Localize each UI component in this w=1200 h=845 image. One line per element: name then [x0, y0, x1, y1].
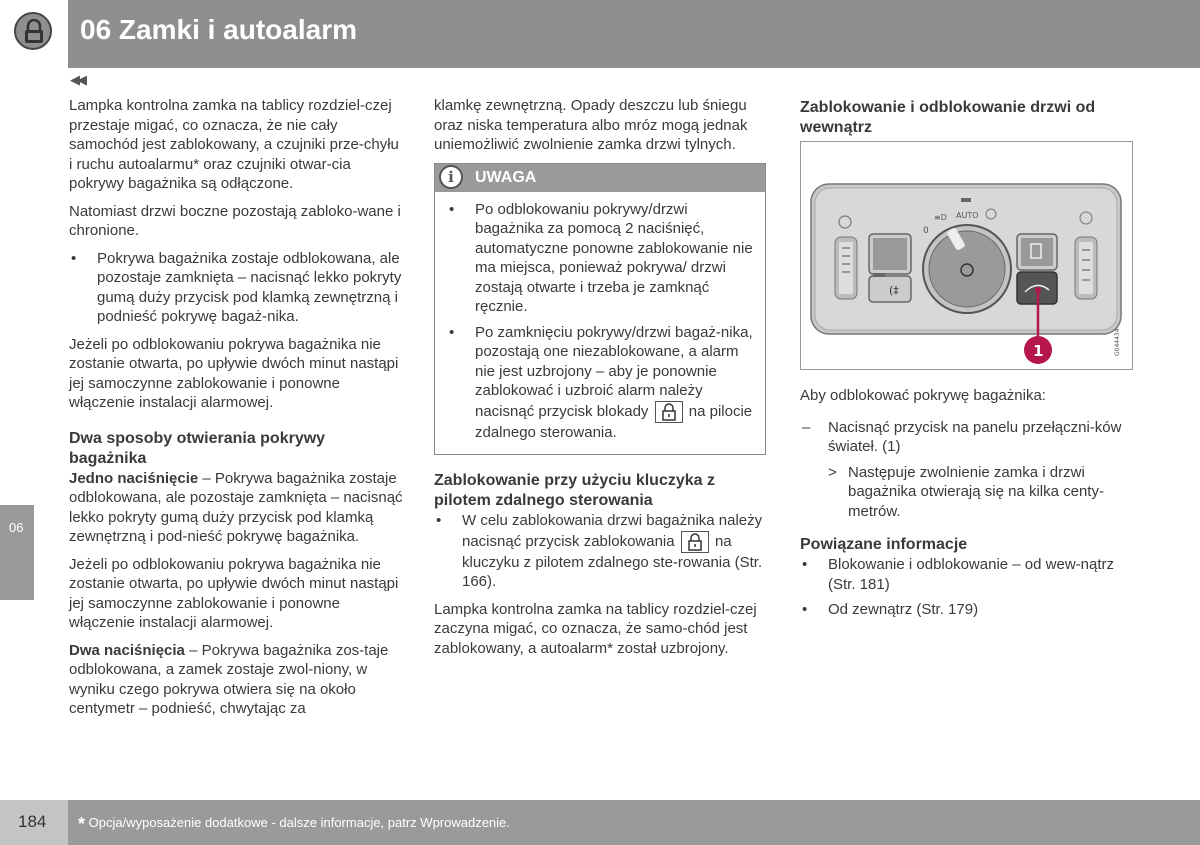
column-2 [434, 96, 766, 666]
list-item [447, 323, 755, 443]
svg-text:(‡: (‡ [889, 284, 899, 297]
section-heading: Dwa sposoby otwierania pokrywy bagażnika [69, 429, 326, 467]
warning-title: UWAGA [475, 168, 537, 186]
chapter-side-tab[interactable] [0, 505, 34, 600]
column-3-lower [800, 386, 1133, 628]
term-label: Dwa naciśnięcia [69, 641, 185, 659]
list-item-text: Po zamknięciu pokrywy/drzwi bagaż-nika, pozostają one niezablokowane, a alarm nie jest uzbrojony – aby je ponownie zablokować i uzbroić alarm należy nacisnąć przycisk blokady [475, 323, 753, 420]
back-arrows-icon[interactable]: ◀◀ [70, 72, 84, 87]
light-switch-panel-figure [800, 141, 1133, 370]
term-label: Jedno naciśnięcie [69, 469, 199, 487]
warning-box [434, 163, 766, 456]
column-3 [800, 98, 1133, 138]
list-item: – Nacisnąć przycisk na panelu przełączni-ków świateł. (1) [800, 418, 1133, 457]
term-text: – Pokrywa bagażnika zos-taje odblokowana, a zamek zostaje zwol-niony, w wyniku czego pokrywa otwiera się na około centymetr – podnieść, chwytając za [69, 641, 389, 717]
section-heading: Zablokowanie przy użyciu kluczyka z pilotem zdalnego sterowania [434, 472, 715, 509]
paragraph: Natomiast drzwi boczne pozostają zabloko-wane i chronione. [69, 202, 401, 239]
paragraph: Lampka kontrolna zamka na tablicy rozdziel-czej zaczyna migać, co oznacza, że samo-chód jest zablokowany, a autoalarm* został uzbrojony. [434, 600, 757, 657]
figure-code: G044434 [1114, 328, 1121, 356]
header-icon-area [0, 0, 68, 68]
lock-button-icon [655, 401, 683, 423]
footnote [78, 814, 510, 835]
paragraph: Jeżeli po odblokowaniu pokrywa bagażnika nie zostanie otwarta, po upływie dwóch minut nastąpi jej samoczynne zablokowanie i ponowne włączenie instalacji alarmowej. [69, 555, 399, 631]
column-1 [69, 96, 404, 727]
page-number: 184 [18, 812, 47, 831]
padlock-icon [14, 12, 52, 50]
warning-header [435, 164, 765, 192]
figure-zero-label: 0 [923, 226, 929, 236]
list-item [434, 511, 766, 592]
list-item-text: W celu zablokowania drzwi bagażnika należy nacisnąć przycisk zablokowania [462, 512, 763, 550]
footnote-text: Opcja/wyposażenie dodatkowe - dalsze informacje, patrz Wprowadzenie. [85, 815, 510, 830]
paragraph [69, 469, 404, 547]
list-item-text: na pilocie zdalnego sterowania. [475, 402, 753, 441]
term-text: – Pokrywa bagażnika zostaje odblokowana, ale pozostaje zamknięta – nacisnąć lekko pokryty gumą duży przycisk pod klamką zewnętrzną i pod-nieść pokrywę bagażnika. [69, 469, 403, 545]
paragraph: klamkę zewnętrzną. Opady deszczu lub śniegu oraz niska temperatura albo mróz mogą jednak uniemożliwić zwolnienie zamka drzwi tylnych. [434, 97, 748, 153]
footnote-star: * [78, 814, 86, 834]
section-heading: Zablokowanie i odblokowanie drzwi od wewnątrz [800, 99, 1096, 136]
lock-button-icon [681, 531, 709, 553]
paragraph: Lampka kontrolna zamka na tablicy rozdziel-czej przestaje migać, co oznacza, że nie cały samochód jest zablokowany, a czujniki prze-chyłu i ruchu autoalarmu* oraz czujniki otwar-cia pokrywy bagażnika są odłączone. [69, 97, 399, 192]
list-item: • Pokrywa bagażnika zostaje odblokowana, ale pozostaje zamknięta – nacisnąć lekko pokryty gumą duży przycisk pod klamką zewnętrzną i podnieść pokrywę bagaż-nika. [69, 249, 404, 327]
related-heading: Powiązane informacje [800, 536, 968, 553]
svg-text:≡D: ≡D [934, 213, 947, 222]
related-link[interactable]: • Blokowanie i odblokowanie – od wew-nątrz (Str. 181) [800, 555, 1133, 594]
paragraph: Jeżeli po odblokowaniu pokrywa bagażnika nie zostanie otwarta, po upływie dwóch minut nastąpi jej samoczynne zablokowanie i ponowne włączenie instalacji alarmowej. [69, 335, 399, 411]
chapter-title: 06 Zamki i autoalarm [80, 14, 358, 45]
list-item: • Po odblokowaniu pokrywy/drzwi bagażnika za pomocą 2 naciśnięć, automatyczne ponowne zablokowanie nie ma miejsca, ponieważ pokrywa/ drzwi zostają otwarte i trzeba je zamknąć ręcznie. [447, 200, 755, 317]
chapter-side-tab-label: 06 [9, 520, 24, 535]
result-step: > Następuje zwolnienie zamka i drzwi bagażnika otwierają się na kilka centy-metrów. [800, 463, 1133, 522]
figure-auto-label: AUTO [956, 211, 979, 220]
paragraph: Aby odblokować pokrywę bagażnika: [800, 387, 1046, 404]
paragraph [69, 641, 404, 719]
related-link[interactable]: • Od zewnątrz (Str. 179) [800, 600, 1133, 620]
list-item-text: na kluczyku z pilotem zdalnego ste-rowania (Str. 166). [462, 532, 763, 590]
figure-callout-1: 1 [1033, 342, 1044, 360]
info-icon: i [439, 165, 463, 189]
